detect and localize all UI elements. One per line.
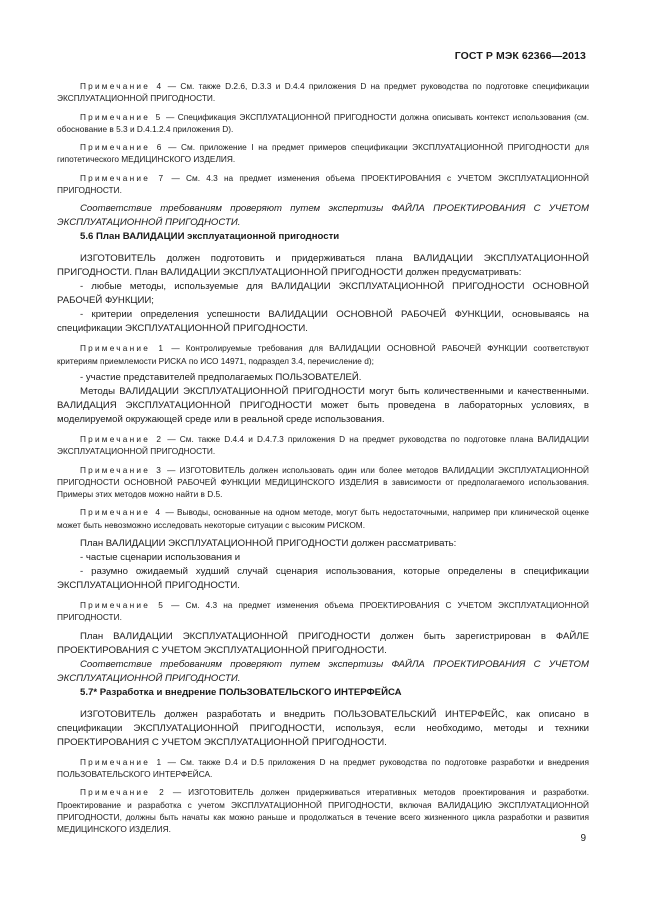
note-label: Примечание 2: [80, 787, 166, 798]
note-text: — Спецификация ЭКСПЛУАТАЦИОННОЙ ПРИГОДНОСТИ должна описывать контекст использования (см. обоснование в 5.3 и D.4.1.2.4 приложения D).: [57, 111, 589, 134]
note-block: [57, 433, 589, 458]
paragraph: ИЗГОТОВИТЕЛЬ должен подготовить и придерживаться плана ВАЛИДАЦИИ ЭКСПЛУАТАЦИОННОЙ ПРИГОДНОСТИ. План ВАЛИДАЦИИ ЭКСПЛУАТАЦИОННОЙ ПРИГОДНОСТИ должен предусматривать:: [57, 253, 589, 279]
document-id-header: ГОСТ Р МЭК 62366—2013: [454, 50, 586, 62]
list-item: - критерии определения успешности ВАЛИДАЦИИ ОСНОВНОЙ РАБОЧЕЙ ФУНКЦИИ, основываясь на спецификации ЭКСПЛУАТАЦИОННОЙ ПРИГОДНОСТИ.: [57, 309, 589, 335]
note-text: — См. приложение I на предмет примеров спецификации ЭКСПЛУАТАЦИОННОЙ ПРИГОДНОСТИ для гипотетического МЕДИЦИНСКОГО ИЗДЕЛИЯ.: [57, 142, 589, 165]
note-label: Примечание 7: [80, 172, 166, 183]
note-block: [57, 786, 589, 835]
note-text: — Контролируемые требования для ВАЛИДАЦИИ ОСНОВНОЙ РАБОЧЕЙ ФУНКЦИИ соответствуют критериям приемлемости РИСКА по ИСО 14971, подраздел 3.4, перечисление d);: [57, 343, 589, 366]
section-heading-5-6: 5.6 План ВАЛИДАЦИИ эксплуатационной пригодности: [80, 231, 340, 243]
note-block: [57, 599, 589, 624]
note-text: — См. также D.4.4 и D.4.7.3 приложения D на предмет руководства по подготовке плана ВАЛИДАЦИИ ЭКСПЛУАТАЦИОННОЙ ПРИГОДНОСТИ.: [57, 433, 590, 457]
paragraph: План ВАЛИДАЦИИ ЭКСПЛУАТАЦИОННОЙ ПРИГОДНОСТИ должен рассматривать:: [80, 538, 457, 550]
list-item: - любые методы, используемые для ВАЛИДАЦИИ ЭКСПЛУАТАЦИОННОЙ ПРИГОДНОСТИ ОСНОВНОЙ РАБОЧЕЙ ФУНКЦИИ;: [57, 281, 589, 307]
note-label: Примечание 1: [80, 343, 166, 354]
note-label: Примечание 5: [80, 600, 166, 611]
list-item: - частые сценарии использования и: [80, 552, 241, 564]
note-text: — ИЗГОТОВИТЕЛЬ должен использовать один или более методов ВАЛИДАЦИИ ЭКСПЛУАТАЦИОННОЙ ПРИГОДНОСТИ ОСНОВНОЙ РАБОЧЕЙ ФУНКЦИИ МЕДИЦИНСКОГО ИЗДЕЛИЯ в зависимости от предполагаемого использования. Примеры этих методов можно найти в D.5.: [57, 464, 590, 500]
note-label: Примечание 3: [80, 464, 164, 475]
note-label: Примечание 4: [80, 81, 164, 91]
note-label: Примечание 5: [80, 111, 163, 122]
note-text: — См. также D.4 и D.5 приложения D на предмет руководства по подготовке разработки и внедрения ПОЛЬЗОВАТЕЛЬСКОГО ИНТЕРФЕЙСА.: [57, 756, 589, 779]
note-block: [57, 111, 589, 136]
note-label: Примечание 1: [80, 756, 164, 767]
note-label: Примечание 6: [80, 142, 164, 153]
page-number: 9: [580, 833, 586, 844]
note-label: Примечание 2: [80, 433, 164, 444]
note-text: — См. 4.3 на предмет изменения объема ПРОЕКТИРОВАНИЯ с УЧЕТОМ ЭКСПЛУАТАЦИОННОЙ ПРИГОДНОСТИ.: [57, 172, 589, 196]
paragraph: ИЗГОТОВИТЕЛЬ должен разработать и внедрить ПОЛЬЗОВАТЕЛЬСКИЙ ИНТЕРФЕЙС, как описано в спецификации ЭКСПЛУАТАЦИОННОЙ ПРИГОДНОСТИ, используя, если необходимо, методы и техники ПРОЕКТИРОВАНИЯ С УЧЕТОМ ЭКСПЛУАТАЦИОННОЙ ПРИГОДНОСТИ.: [57, 708, 589, 748]
section-heading-5-7: 5.7* Разработка и внедрение ПОЛЬЗОВАТЕЛЬСКОГО ИНТЕРФЕЙСА: [80, 686, 402, 698]
note-block: [57, 756, 589, 781]
compliance-statement: Соответствие требованиям проверяют путем экспертизы ФАЙЛА ПРОЕКТИРОВАНИЯ С УЧЕТОМ ЭКСПЛУАТАЦИОННОЙ ПРИГОДНОСТИ.: [57, 203, 589, 229]
note-label: Примечание 4: [80, 507, 163, 518]
note-block: [57, 172, 589, 197]
note-text: — См. 4.3 на предмет изменения объема ПРОЕКТИРОВАНИЯ С УЧЕТОМ ЭКСПЛУАТАЦИОННОЙ ПРИГОДНОСТИ.: [57, 600, 589, 623]
document-body: [57, 80, 589, 835]
note-block: [57, 464, 589, 501]
note-block: [57, 141, 589, 166]
note-text: — ИЗГОТОВИТЕЛЬ должен придерживаться итеративных методов проектирования и разработки. Проектирование и разработка с учетом ЭКСПЛУАТАЦИОННОЙ ПРИГОДНОСТИ, включая ВАЛИДАЦИЮ ЭКСПЛУАТАЦИОННОЙ ПРИГОДНОСТИ, должны быть начаты как можно раньше и продолжаться в течение всего жизненного цикла разработки и развития МЕДИЦИНСКОГО ИЗДЕЛИЯ.: [57, 787, 589, 835]
note-text: — См. также D.2.6, D.3.3 и D.4.4 приложения D на предмет руководства по подготовке спецификации ЭКСПЛУАТАЦИОННОЙ ПРИГОДНОСТИ.: [57, 81, 589, 104]
list-item: - разумно ожидаемый худший случай сценария использования, которые определены в спецификации ЭКСПЛУАТАЦИОННОЙ ПРИГОДНОСТИ.: [57, 566, 589, 592]
list-item: - участие представителей предполагаемых ПОЛЬЗОВАТЕЛЕЙ.: [80, 371, 362, 383]
note-block: [57, 342, 589, 367]
note-text: — Выводы, основанные на одном методе, могут быть недостаточными, например при клинической оценке может быть невозможно исследовать некоторые ситуации с высоким РИСКОМ.: [57, 507, 589, 530]
note-block: [57, 80, 589, 105]
paragraph: План ВАЛИДАЦИИ ЭКСПЛУАТАЦИОННОЙ ПРИГОДНОСТИ должен быть зарегистрирован в ФАЙЛЕ ПРОЕКТИРОВАНИЯ С УЧЕТОМ ЭКСПЛУАТАЦИОННОЙ ПРИГОДНОСТИ.: [57, 630, 589, 656]
compliance-statement: Соответствие требованиям проверяют путем экспертизы ФАЙЛА ПРОЕКТИРОВАНИЯ С УЧЕТОМ ЭКСПЛУАТАЦИОННОЙ ПРИГОДНОСТИ.: [57, 658, 589, 684]
paragraph: Методы ВАЛИДАЦИИ ЭКСПЛУАТАЦИОННОЙ ПРИГОДНОСТИ могут быть количественными и качественными. ВАЛИДАЦИЯ ЭКСПЛУАТАЦИОННОЙ ПРИГОДНОСТИ может быть проведена в лабораторных условиях, в моделируемой окружающей среде или в реальной среде использования.: [57, 385, 589, 425]
note-block: [57, 506, 589, 531]
